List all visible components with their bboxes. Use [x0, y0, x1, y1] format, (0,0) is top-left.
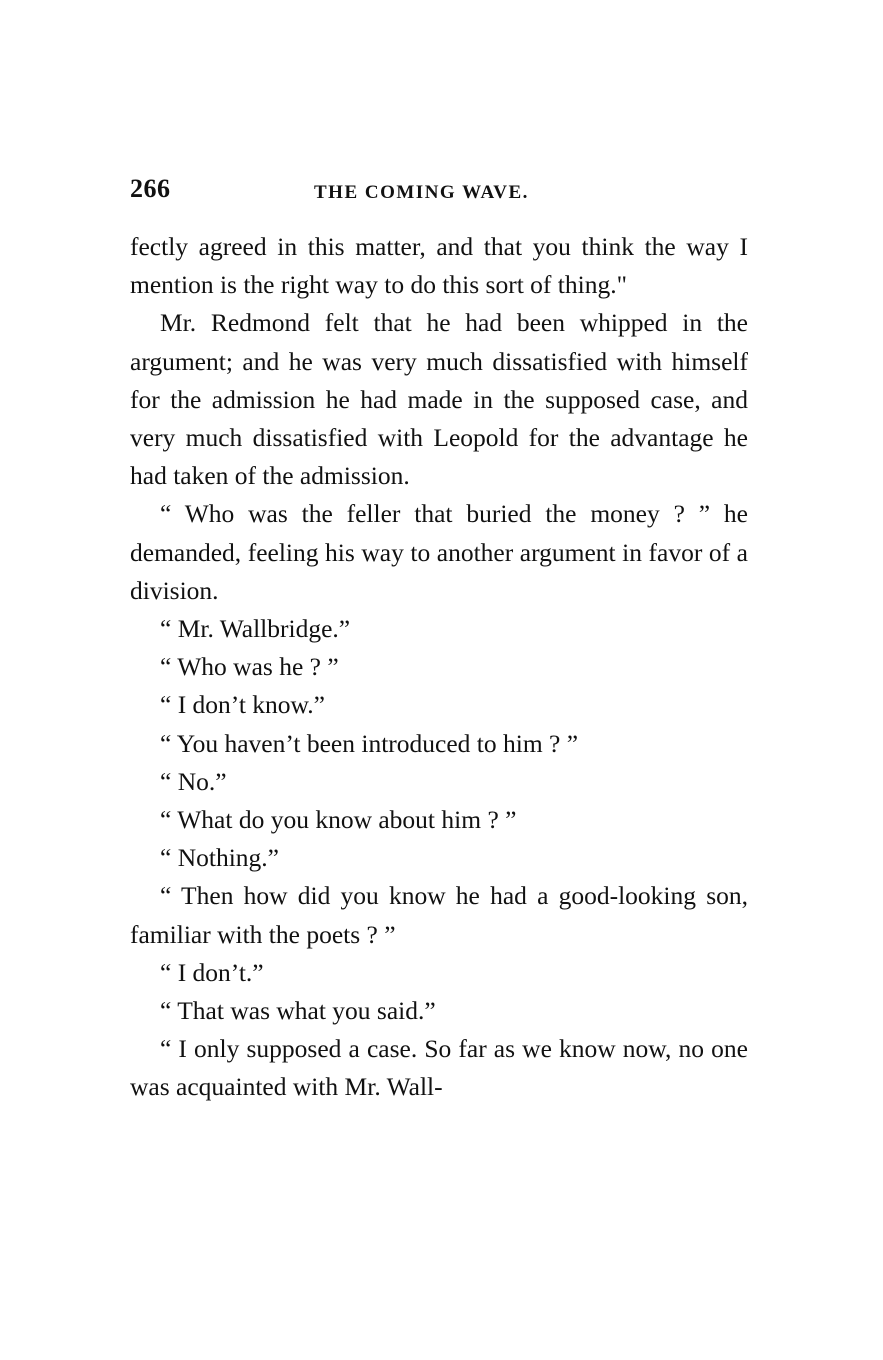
- body-text: [130, 228, 748, 1107]
- paragraph: “ Nothing.”: [160, 843, 279, 873]
- page-header: [130, 174, 750, 210]
- paragraph: “ That was what you said.”: [160, 996, 436, 1026]
- paragraph: “ Who was he ? ”: [160, 652, 339, 682]
- paragraph: Mr. Redmond felt that he had been whipped in the argument; and he was very much dissatisfied with himself for the admission he had made in the supposed case, and very much dissatisfied with Leopold for the advantage he had taken of the admission.: [130, 308, 748, 491]
- paragraph: “ Who was the feller that buried the money ? ” he demanded, feeling his way to another argument in favor of a division.: [130, 499, 748, 605]
- paragraph: “ No.”: [160, 766, 227, 796]
- paragraph: “ Then how did you know he had a good-looking son, familiar with the poets ? ”: [130, 881, 748, 949]
- paragraph: fectly agreed in this matter, and that you think the way I mention is the right way to do this sort of thing.": [130, 232, 748, 300]
- running-title: THE COMING WAVE.: [314, 182, 529, 203]
- paragraph: “ You haven’t been introduced to him ? ”: [160, 728, 579, 758]
- paragraph: “ I don’t know.”: [160, 690, 326, 720]
- paragraph: “ I don’t.”: [160, 957, 264, 987]
- paragraph: “ What do you know about him ? ”: [160, 805, 517, 835]
- page-number: 266: [130, 174, 171, 203]
- paragraph: “ Mr. Wallbridge.”: [160, 614, 351, 644]
- paragraph: “ I only supposed a case. So far as we know now, no one was acquainted with Mr. Wall-: [130, 1034, 748, 1102]
